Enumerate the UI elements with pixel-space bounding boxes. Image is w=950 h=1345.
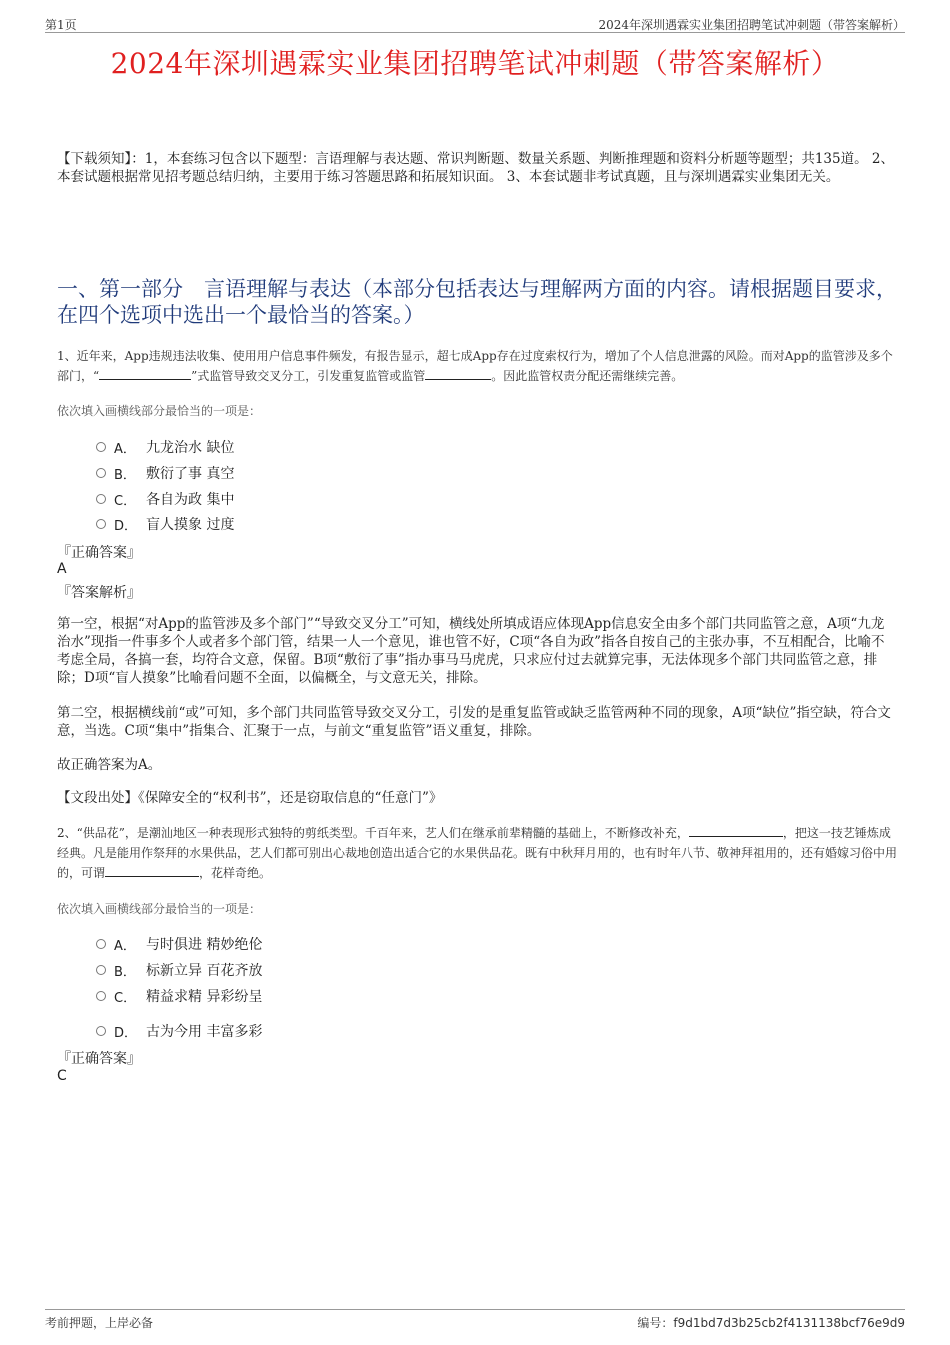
footer-divider xyxy=(45,1309,905,1310)
header-divider xyxy=(45,32,905,33)
radio-icon[interactable] xyxy=(96,991,106,1001)
question-2-option-b[interactable]: B． 标新立异 百花齐放 xyxy=(96,960,262,980)
blank-2 xyxy=(425,367,491,380)
question-2-answer-label: 『正确答案』 xyxy=(57,1051,141,1067)
question-1-option-c[interactable]: C． 各自为政 集中 xyxy=(96,489,234,509)
radio-icon[interactable] xyxy=(96,494,106,504)
question-2-prompt: 依次填入画横线部分最恰当的一项是： xyxy=(57,902,262,916)
radio-icon[interactable] xyxy=(96,1026,106,1036)
blank-2 xyxy=(105,864,199,877)
radio-icon[interactable] xyxy=(96,965,106,975)
question-1-analysis-label: 『答案解析』 xyxy=(57,585,141,601)
radio-icon[interactable] xyxy=(96,939,106,949)
question-1-analysis-p2: 第二空，根据横线前“或”可知，多个部门共同监管导致交叉分工，引发的是重复监管或缺乏监管两种不同的现象，A项“缺位”指空缺，符合文意，当选。C项“集中”指集合、汇聚于一点，与前文“重复监管”语义重复，排除。 xyxy=(57,705,891,739)
question-1-option-d[interactable]: D． 盲人摸象 过度 xyxy=(96,514,234,534)
question-2-option-d[interactable]: D． 古为今用 丰富多彩 xyxy=(96,1021,262,1041)
question-2-option-a[interactable]: A． 与时俱进 精妙绝伦 xyxy=(96,934,262,954)
section-heading: 一、第一部分 言语理解与表达（本部分包括表达与理解两方面的内容。请根据题目要求，在四个选项中选出一个最恰当的答案。） xyxy=(57,277,897,327)
question-1-answer-label: 『正确答案』 xyxy=(57,545,141,561)
footer-code: 编号：f9d1bd7d3b25cb2f4131138bcf76e9d9 xyxy=(637,1316,905,1330)
radio-icon[interactable] xyxy=(96,442,106,452)
blank-1 xyxy=(689,824,783,837)
radio-icon[interactable] xyxy=(96,519,106,529)
header-doc-title: 2024年深圳遇霖实业集团招聘笔试冲刺题（带答案解析） xyxy=(598,18,905,32)
question-1-source: 【文段出处】《保障安全的“权利书”，还是窃取信息的“任意门”》 xyxy=(57,790,443,806)
question-1-prompt: 依次填入画横线部分最恰当的一项是： xyxy=(57,404,262,418)
radio-icon[interactable] xyxy=(96,468,106,478)
question-1-option-b[interactable]: B． 敷衍了事 真空 xyxy=(96,463,234,483)
footer-slogan: 考前押题，上岸必备 xyxy=(45,1316,154,1330)
question-1-analysis-p1: 第一空，根据“对App的监管涉及多个部门”“导致交叉分工”可知，横线处所填成语应体现App信息安全由多个部门共同监管之意，A项“九龙治水”现指一件事多个人或者多个部门管，结果一人一个意见，谁也管不好，C项“各自为政”指各自按自己的主张办事，不互相配合，比喻不考虑全局，各搞一套，均符合文意，保留。B项“敷衍了事”指办事马马虎虎，只求应付过去就算完事，无法体现多个部门共同监管之意，排除；D项“盲人摸象”比喻看问题不全面，以偏概全，与文意无关，排除。 xyxy=(57,616,885,686)
question-1-stem: 1、近年来，App违规违法收集、使用用户信息事件频发，有报告显示，超七成App存在过度索权行为，增加了个人信息泄露的风险。而对App的监管涉及多个部门，“ ”式监管导致交叉分工，引发重复监管或监管 。因此监管权责分配还需继续完善。 xyxy=(57,349,893,383)
page-number: 第1页 xyxy=(45,18,77,32)
blank-1 xyxy=(99,367,191,380)
question-1-option-a[interactable]: A． 九龙治水 缺位 xyxy=(96,437,234,457)
question-2-option-c[interactable]: C． 精益求精 异彩纷呈 xyxy=(96,986,262,1006)
question-1-answer: A xyxy=(57,561,67,577)
question-2-stem: 2、“供品花”，是潮汕地区一种表现形式独特的剪纸类型。千百年来，艺人们在继承前辈精髓的基础上，不断修改补充， ，把这一技艺锤炼成经典。凡是能用作祭拜的水果供品，艺人们都可别出心裁地创造出适合它的水果供品花。既有中秋拜月用的，也有时年八节、敬神拜祖用的，还有婚嫁习俗中用的，可谓 ，花样奇绝。 xyxy=(57,826,898,880)
question-2-answer: C xyxy=(57,1068,67,1084)
download-notice: 【下载须知】：1，本套练习包含以下题型：言语理解与表达题、常识判断题、数量关系题、判断推理题和资料分析题等题型；共135道。 2、本套试题根据常见招考题总结归纳，主要用于练习答题思路和拓展知识面。 3、本套试题非考试真题，且与深圳遇霖实业集团无关。 xyxy=(57,151,894,185)
question-1-analysis-p3: 故正确答案为A。 xyxy=(57,757,162,773)
page-title: 2024年深圳遇霖实业集团招聘笔试冲刺题（带答案解析） xyxy=(110,47,840,80)
